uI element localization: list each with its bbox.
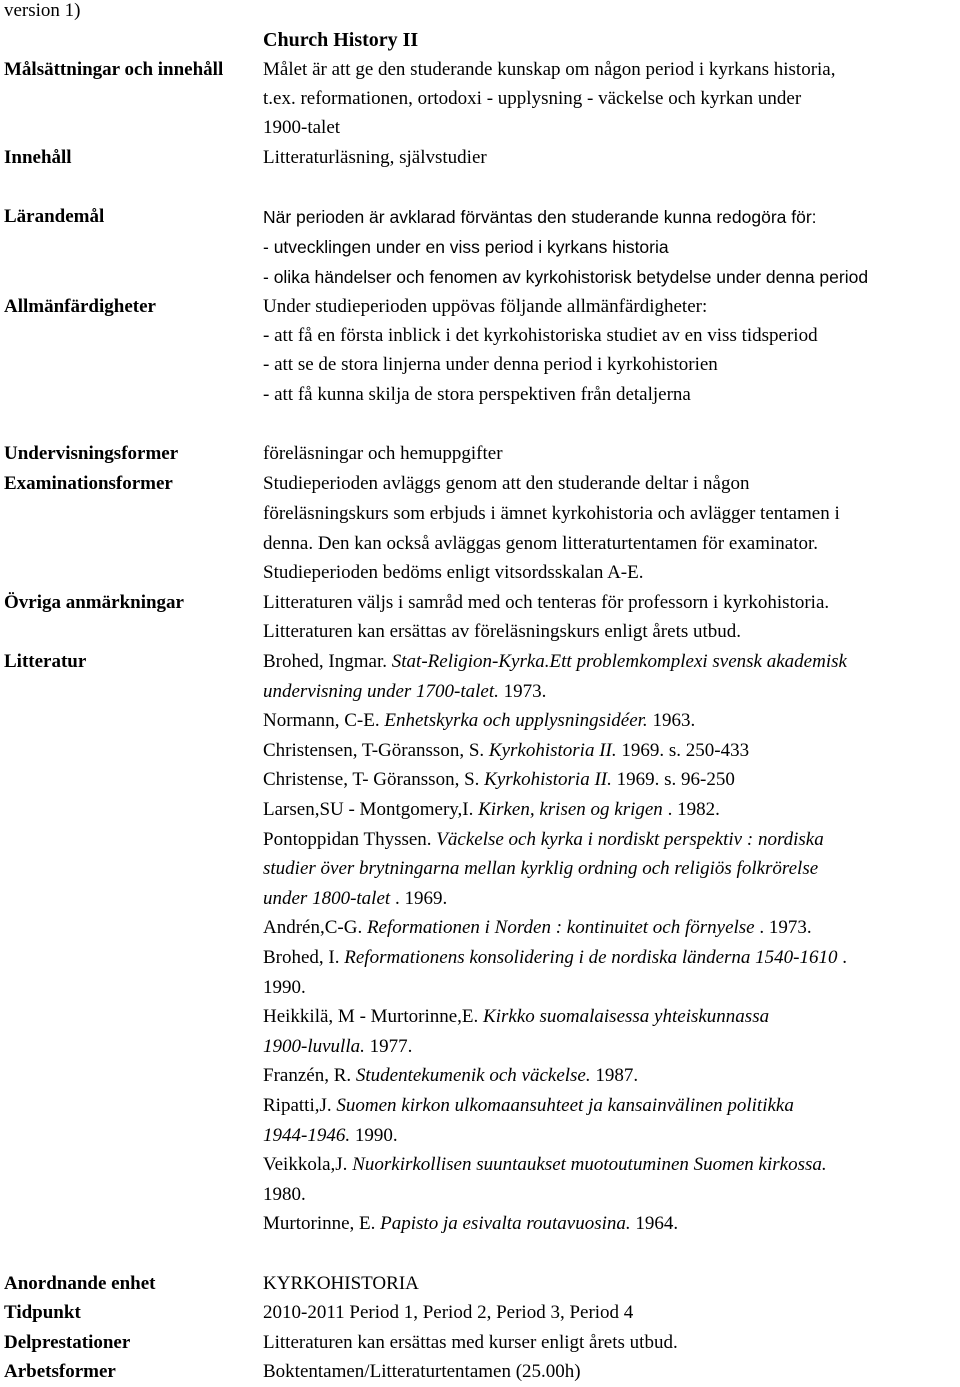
- literature-details: 1963.: [647, 710, 696, 731]
- literature-details: 1969. s. 96-250: [611, 769, 735, 790]
- literature-title: Väckelse och kyrka i nordiskt perspektiv : nordiska: [436, 829, 824, 850]
- literature-details: 1973.: [498, 681, 547, 702]
- literature-title: 1944-1946.: [263, 1125, 351, 1146]
- literature-line: [263, 977, 306, 999]
- examinationsformer-line-1: Studieperioden avläggs genom att den studerande deltar i någon: [263, 473, 750, 494]
- label-innehall: Innehåll: [4, 147, 72, 168]
- literature-author: Christense, T- Göransson, S.: [263, 769, 485, 790]
- label-anordnande: Anordnande enhet: [4, 1273, 156, 1294]
- literature-details: 1987.: [590, 1065, 639, 1086]
- literature-line: [263, 947, 847, 969]
- literature-author: 1980.: [263, 1184, 306, 1205]
- allmanfardigheter-line-4: - att få kunna skilja de stora perspektiven från detaljerna: [263, 384, 691, 405]
- literature-author: Normann, C-E.: [263, 710, 385, 731]
- literature-line: [263, 1036, 412, 1058]
- malsattningar-line-2: t.ex. reformationen, ortodoxi - upplysning - väckelse och kyrkan under: [263, 88, 802, 109]
- innehall-value: Litteraturläsning, självstudier: [263, 147, 487, 168]
- literature-title: Kyrkohistoria II.: [484, 769, 612, 790]
- allmanfardigheter-line-1: Under studieperioden uppövas följande allmänfärdigheter:: [263, 296, 708, 317]
- literature-title: Kirkko suomalaisessa yhteiskunnassa: [483, 1006, 770, 1027]
- label-litteratur: Litteratur: [4, 651, 87, 672]
- label-arbetsformer: Arbetsformer: [4, 1361, 116, 1382]
- literature-author: Pontoppidan Thyssen.: [263, 829, 437, 850]
- literature-title: Nuorkirkollisen suuntaukset muotoutuminen Suomen kirkossa.: [352, 1154, 827, 1175]
- literature-author: Brohed, I.: [263, 947, 345, 968]
- arbetsformer-value: Boktentamen/Litteraturtentamen (25.00h): [263, 1361, 581, 1382]
- literature-line: [263, 651, 847, 673]
- literature-title: Reformationens konsolidering i de nordiska länderna 1540-1610: [344, 947, 838, 968]
- literature-line: [263, 829, 824, 851]
- malsattningar-line-3: 1900-talet: [263, 117, 341, 138]
- literature-title: Reformationen i Norden : kontinuitet och förnyelse: [366, 917, 755, 938]
- label-malsattningar: Målsättningar och innehåll: [4, 59, 224, 80]
- ovriga-line-1: Litteraturen väljs i samråd med och tenteras för professorn i kyrkohistoria.: [263, 592, 830, 613]
- literature-title: Stat-Religion-Kyrka.Ett problemkomplexi svensk akademisk: [391, 651, 847, 672]
- literature-details: . 1969.: [390, 888, 448, 909]
- literature-line: [263, 681, 546, 703]
- literature-author: Larsen,SU - Montgomery,I.: [263, 799, 479, 820]
- larandemal-line-3: - olika händelser och fenomen av kyrkohistorisk betydelse under denna period: [263, 267, 869, 287]
- literature-line: [263, 888, 447, 910]
- version-label: version 1): [4, 0, 81, 21]
- literature-line: [263, 710, 695, 732]
- literature-details: 1977.: [364, 1036, 413, 1057]
- larandemal-line-2: - utvecklingen under en viss period i kyrkans historia: [263, 237, 669, 257]
- literature-author: Heikkilä, M - Murtorinne,E.: [263, 1006, 484, 1027]
- malsattningar-line-1: Målet är att ge den studerande kunskap om någon period i kyrkans historia,: [263, 59, 836, 80]
- literature-details: 1990.: [350, 1125, 398, 1146]
- literature-title: Suomen kirkon ulkomaansuhteet ja kansainvälinen politikka: [336, 1095, 794, 1116]
- literature-details: 1964.: [630, 1213, 679, 1234]
- undervisningsformer-value: föreläsningar och hemuppgifter: [263, 443, 503, 464]
- delprestationer-value: Litteraturen kan ersättas med kurser enligt årets utbud.: [263, 1332, 678, 1353]
- label-undervisningsformer: Undervisningsformer: [4, 443, 179, 464]
- literature-line: [263, 917, 812, 939]
- literature-title: Kirken, krisen og krigen: [478, 799, 663, 820]
- literature-line: [263, 1184, 306, 1206]
- literature-line: [263, 740, 749, 762]
- label-tidpunkt: Tidpunkt: [4, 1302, 81, 1323]
- literature-title: Kyrkohistoria II.: [488, 740, 617, 761]
- literature-line: [263, 799, 720, 821]
- label-allmanfardigheter: Allmänfärdigheter: [4, 296, 156, 317]
- literature-title: Papisto ja esivalta routavuosina.: [380, 1213, 631, 1234]
- literature-details: 1969. s. 250-433: [616, 740, 750, 761]
- literature-line: [263, 1125, 398, 1147]
- literature-title: Studentekumenik och väckelse.: [355, 1065, 591, 1086]
- examinationsformer-line-3: denna. Den kan också avläggas genom litteraturtentamen för examinator.: [263, 533, 819, 554]
- literature-title: undervisning under 1700-talet.: [263, 681, 499, 702]
- literature-author: Christensen, T-Göransson, S.: [263, 740, 489, 761]
- literature-line: [263, 769, 735, 791]
- examinationsformer-line-2: föreläsningskurs som erbjuds i ämnet kyrkohistoria och avlägger tentamen i: [263, 503, 840, 524]
- ovriga-line-2: Litteraturen kan ersättas av föreläsningskurs enligt årets utbud.: [263, 621, 742, 642]
- label-ovriga: Övriga anmärkningar: [4, 592, 184, 613]
- literature-title: Enhetskyrka och upplysningsidéer.: [384, 710, 648, 731]
- label-examinationsformer: Examinationsformer: [4, 473, 173, 494]
- larandemal-line-1: När perioden är avklarad förväntas den studerande kunna redogöra för:: [263, 207, 817, 227]
- tidpunkt-value: 2010-2011 Period 1, Period 2, Period 3, Period 4: [263, 1302, 634, 1323]
- literature-line: [263, 1154, 827, 1176]
- literature-title: studier över brytningarna mellan kyrklig ordning och religiös folkrörelse: [263, 858, 819, 879]
- literature-details: . 1973.: [754, 917, 812, 938]
- literature-details: .: [837, 947, 848, 968]
- course-title: Church History II: [263, 29, 419, 51]
- literature-line: [263, 1065, 638, 1087]
- literature-author: Ripatti,J.: [263, 1095, 337, 1116]
- literature-author: Andrén,C-G.: [263, 917, 367, 938]
- literature-line: [263, 858, 818, 880]
- literature-author: Murtorinne, E.: [263, 1213, 381, 1234]
- literature-line: [263, 1213, 678, 1235]
- literature-author: 1990.: [263, 977, 306, 998]
- literature-title: 1900-luvulla.: [263, 1036, 365, 1057]
- label-delprestationer: Delprestationer: [4, 1332, 131, 1353]
- literature-author: Franzén, R.: [263, 1065, 356, 1086]
- literature-author: Brohed, Ingmar.: [263, 651, 392, 672]
- allmanfardigheter-line-3: - att se de stora linjerna under denna period i kyrkohistorien: [263, 354, 718, 375]
- allmanfardigheter-line-2: - att få en första inblick i det kyrkohistoriska studiet av en viss tidsperiod: [263, 325, 818, 346]
- literature-details: . 1982.: [662, 799, 720, 820]
- literature-author: Veikkola,J.: [263, 1154, 353, 1175]
- label-larandemal: Lärandemål: [4, 206, 105, 227]
- anordnande-value: KYRKOHISTORIA: [263, 1273, 419, 1294]
- literature-title: under 1800-talet: [263, 888, 391, 909]
- literature-line: [263, 1095, 794, 1117]
- literature-line: [263, 1006, 769, 1028]
- examinationsformer-line-4: Studieperioden bedöms enligt vitsordsskalan A-E.: [263, 562, 644, 583]
